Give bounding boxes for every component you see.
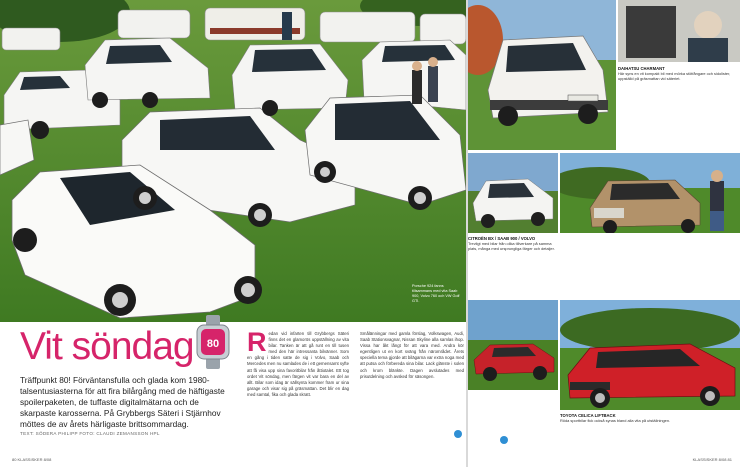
item-1-text: [618, 66, 736, 150]
item-1-heading: DAIHATSU CHARMANT: [618, 66, 665, 71]
photo-white-hatchback: [468, 0, 616, 150]
body-column-2: [360, 331, 464, 449]
folio-right: KLASSISKER 8/08 81: [692, 457, 732, 462]
watch-80-icon: [194, 315, 232, 369]
item-3-text: [560, 413, 738, 453]
photo-interior: [618, 0, 740, 62]
item-3-heading: TOYOTA CELICA LIFTBACK: [560, 413, 616, 418]
dropcap: R: [247, 331, 267, 357]
body-text-2: Smålänningar med gamla förslag, Volkswagen, Audi, Saab Stationsvagnar, Nissan Skyline alla samlas ihop. Vissa har åkt långt för att vara med. Andra kör egentligen ut en kort sväng från närområdet. Årets speciella tema gjorde att bilägarna var extra noga med att putsa och förbereda sina bilar. Lack glänste i solen och krom blänkte. Dagen avslutades med prisutdelning och avsked för säsongen.: [360, 331, 464, 379]
lead-paragraph: Träffpunkt 80! Förväntansfulla och glada kom 1980-talsentusiasterna för att fira bilårgång med de häftigaste spoilerpaketen, de tuffaste digitalmätarna och de skarpaste karosserna. På Grybbergs Säteri i Stjärnhov möttes de av årets härligaste brittsommardag.: [20, 375, 225, 429]
photo-caption: Porsche 924 fanns tillsammans med vita Saab 900, Volvo 760 och VW Golf GTI.: [412, 284, 460, 303]
body-text-1: edan vid infarten till Grybbergs Säteri finns det en glamorös uppställning av vita bilar. Tanken är att gå runt en till tusen med den här intressanta bilvänner. Som en gång i tiden satte de sig i Volvo, Saab och Mercedes men nu samlades de i ett gemensamt syfte att få visa upp sina favoritbilar från åttiotalet. Ett tog ordet Vit söndag, men färgen vit var bara en del av allt. Bilar som idag är sällsynta kommer fram ur sina garage och visar sig på gräsmattan. Det blir en dag med samtal, fika och glada skratt.: [247, 331, 349, 397]
photo-brown-sedan: [560, 153, 740, 233]
photo-citroen-bx: [468, 153, 558, 233]
folio-left: 80 KLASSISKER 8/08: [12, 457, 52, 462]
item-3-body: Röda sportbilar fick också synas bland alla vita på utställningen.: [560, 418, 671, 424]
photo-red-sportscar: [468, 300, 558, 390]
right-page: [468, 0, 740, 467]
item-2-heading: CITROËN BX / SAAB 900 / VOLVO: [468, 236, 536, 241]
main-photo-white-cars: [0, 0, 466, 322]
body-column-1: [247, 331, 349, 449]
headline: Vit söndag: [20, 325, 194, 368]
end-mark-dot-right: [500, 436, 508, 444]
byline: TEXT: SÖDERA PHILIPP FOTO: CLAUDI ZEMANSSON HPL: [20, 431, 160, 436]
item-2-body: Trevligt med bilar från olika tillverkare på samma plats, många med ursprungliga färger och detaljer.: [468, 241, 555, 252]
badge-text: 80: [206, 338, 220, 350]
item-1-body: Här syns en vit kompakt bil med mörka stötfångare och sidolister, uppställd på gräsmattan vid säteriet.: [618, 71, 731, 82]
end-mark-dot: [454, 430, 462, 438]
photo-red-celica: [560, 300, 740, 410]
item-2-text: [468, 236, 558, 296]
